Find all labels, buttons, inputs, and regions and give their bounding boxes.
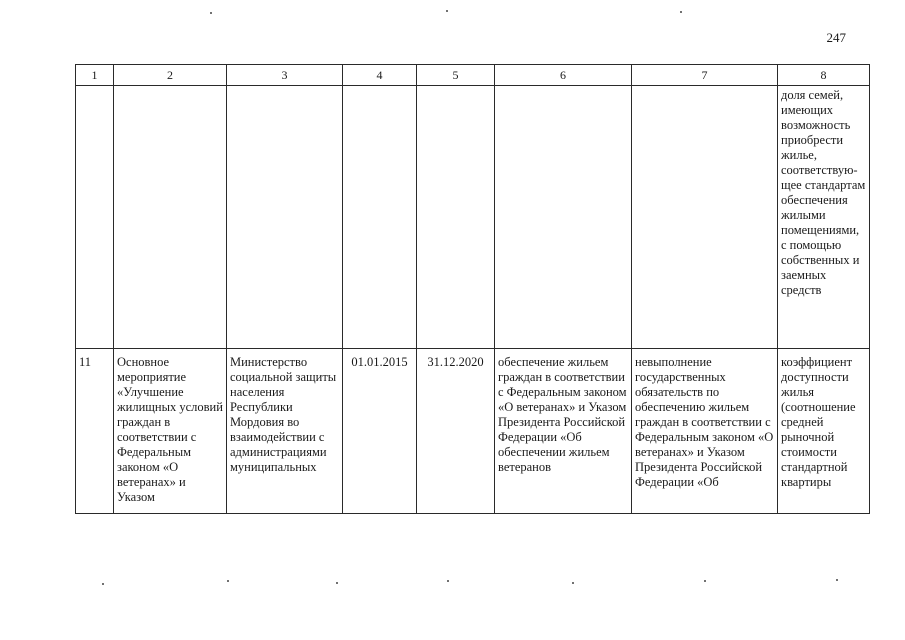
column-number-4: 4 <box>343 65 417 86</box>
table-row <box>76 349 870 514</box>
cell-indicator: коэффициент доступности жилья (соотношение средней рыночной стоимости стандартной квартиры <box>778 349 870 514</box>
cell-empty <box>227 86 343 349</box>
scan-speck <box>446 10 448 12</box>
cell-row-number: 11 <box>76 349 114 514</box>
cell-empty <box>114 86 227 349</box>
cell-consequences: невыполнение государственных обязательств по обеспечению жильем граждан в соответствии с Федеральным законом «О ветеранах» и Указом Президента Российской Федерации «Об <box>632 349 778 514</box>
program-table <box>75 64 870 514</box>
scan-speck <box>680 11 682 13</box>
scan-speck <box>836 579 838 581</box>
cell-empty <box>495 86 632 349</box>
column-number-5: 5 <box>417 65 495 86</box>
cell-executor: Министерство социальной защиты населения Республики Мордовия во взаимодействии с администрациями муниципальных <box>227 349 343 514</box>
column-number-3: 3 <box>227 65 343 86</box>
cell-empty <box>632 86 778 349</box>
header-row <box>76 65 870 86</box>
page-number: 247 <box>826 30 846 45</box>
column-number-1: 1 <box>76 65 114 86</box>
cell-measure-name: Основное мероприятие «Улучшение жилищных условий граждан в соответствии с Федеральным законом «О ветеранах» и Указом <box>114 349 227 514</box>
column-number-2: 2 <box>114 65 227 86</box>
scan-speck <box>102 583 104 585</box>
scan-speck <box>336 582 338 584</box>
cell-empty <box>76 86 114 349</box>
table-row <box>76 86 870 349</box>
scan-speck <box>447 580 449 582</box>
scan-speck <box>704 580 706 582</box>
scan-speck <box>227 580 229 582</box>
cell-expected-result: обеспечение жильем граждан в соответствии с Федеральным законом «О ветеранах» и Указом Президента Российской Федерации «Об обеспечении жильем ветеранов <box>495 349 632 514</box>
cell-empty <box>343 86 417 349</box>
scan-speck <box>572 582 574 584</box>
cell-indicator: доля семей, имеющих возможность приобрести жилье, соответствую-щее стандартам обеспечения жилыми помещениями, с помощью собственных и заемных средств <box>778 86 870 349</box>
column-number-8: 8 <box>778 65 870 86</box>
column-number-7: 7 <box>632 65 778 86</box>
cell-start-date: 01.01.2015 <box>343 349 417 514</box>
cell-empty <box>417 86 495 349</box>
scan-speck <box>210 12 212 14</box>
column-number-6: 6 <box>495 65 632 86</box>
cell-end-date: 31.12.2020 <box>417 349 495 514</box>
